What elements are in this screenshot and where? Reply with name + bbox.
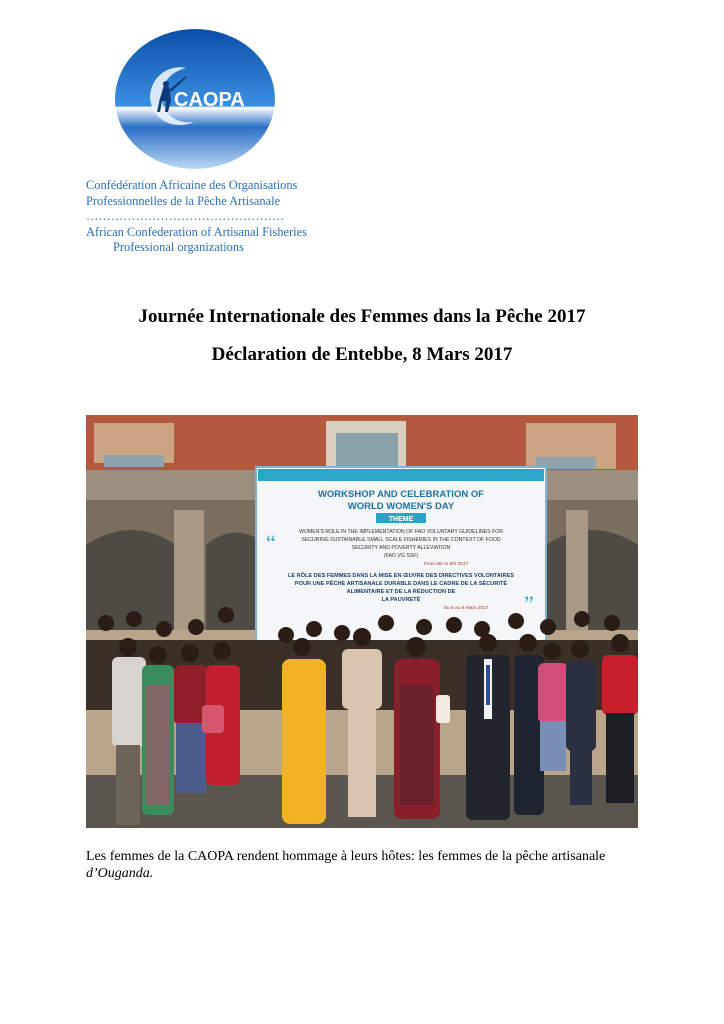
group-photo-graphic xyxy=(86,415,638,828)
photo-caption xyxy=(86,848,646,882)
org-fr-line2: Professionnelles de la Pêche Artisanale xyxy=(86,193,281,208)
organization-block xyxy=(86,178,386,256)
group-photo xyxy=(86,415,638,828)
page-subtitle: Déclaration de Entebbe, 8 Mars 2017 xyxy=(211,344,513,365)
banner-theme: THEME xyxy=(388,516,414,523)
quote-close-icon: ” xyxy=(524,591,534,616)
org-separator: ………………………………………… xyxy=(86,209,285,223)
banner-en-2: SECURING SUSTAINABLE SMALL SCALE FISHERIES IN THE CONTEXT OF FOOD xyxy=(301,537,501,543)
banner-fr-4: LA PAUVRETÉ xyxy=(381,597,421,603)
banner-en-1: WOMEN'S ROLE IN THE IMPLEMENTATION OF FAO VOLUNTARY GUIDELINES FOR xyxy=(299,529,503,535)
logo-text: CAOPA xyxy=(174,89,245,111)
org-en-line2: Professional organizations xyxy=(113,240,244,254)
banner-en-4: (FAO VG SSF) xyxy=(383,553,419,559)
banner-en-3: SECURITY AND POVERTY ALLEVIATION xyxy=(351,545,451,551)
banner-fr-1: LE RÔLE DES FEMMES DANS LA MISE EN ŒUVRE DES DIRECTIVES VOLONTAIRES xyxy=(288,573,514,579)
banner-heading-1: WORKSHOP AND CELEBRATION OF xyxy=(317,489,485,500)
org-fr-line1: Confédération Africaine des Organisations xyxy=(86,178,298,192)
banner-fr-2: POUR UNE PÊCHE ARTISANALE DURABLE DANS LE CADRE DE LA SÉCURITÉ xyxy=(294,581,508,587)
banner-heading-2: WORLD WOMEN'S DAY xyxy=(347,501,455,512)
caption-line-2: d’Ouganda. xyxy=(86,866,154,881)
caopa-logo xyxy=(114,28,276,170)
org-en-line1: African Confederation of Artisanal Fisheries xyxy=(86,224,307,239)
banner-fr-dates: Du 6 au 8 Mars 2017 xyxy=(443,606,489,611)
banner-en-dates: From 6th to 8th 2017 xyxy=(423,562,469,567)
caption-line-1: Les femmes de la CAOPA rendent hommage à leurs hôtes: les femmes de la pêche artisanale xyxy=(86,849,606,864)
page-title: Journée Internationale des Femmes dans la Pêche 2017 xyxy=(138,306,586,327)
quote-open-icon: “ xyxy=(266,530,276,555)
banner-fr-3: ALIMENTAIRE ET DE LA RÉDUCTION DE xyxy=(346,589,456,595)
caopa-logo-graphic xyxy=(114,28,276,170)
